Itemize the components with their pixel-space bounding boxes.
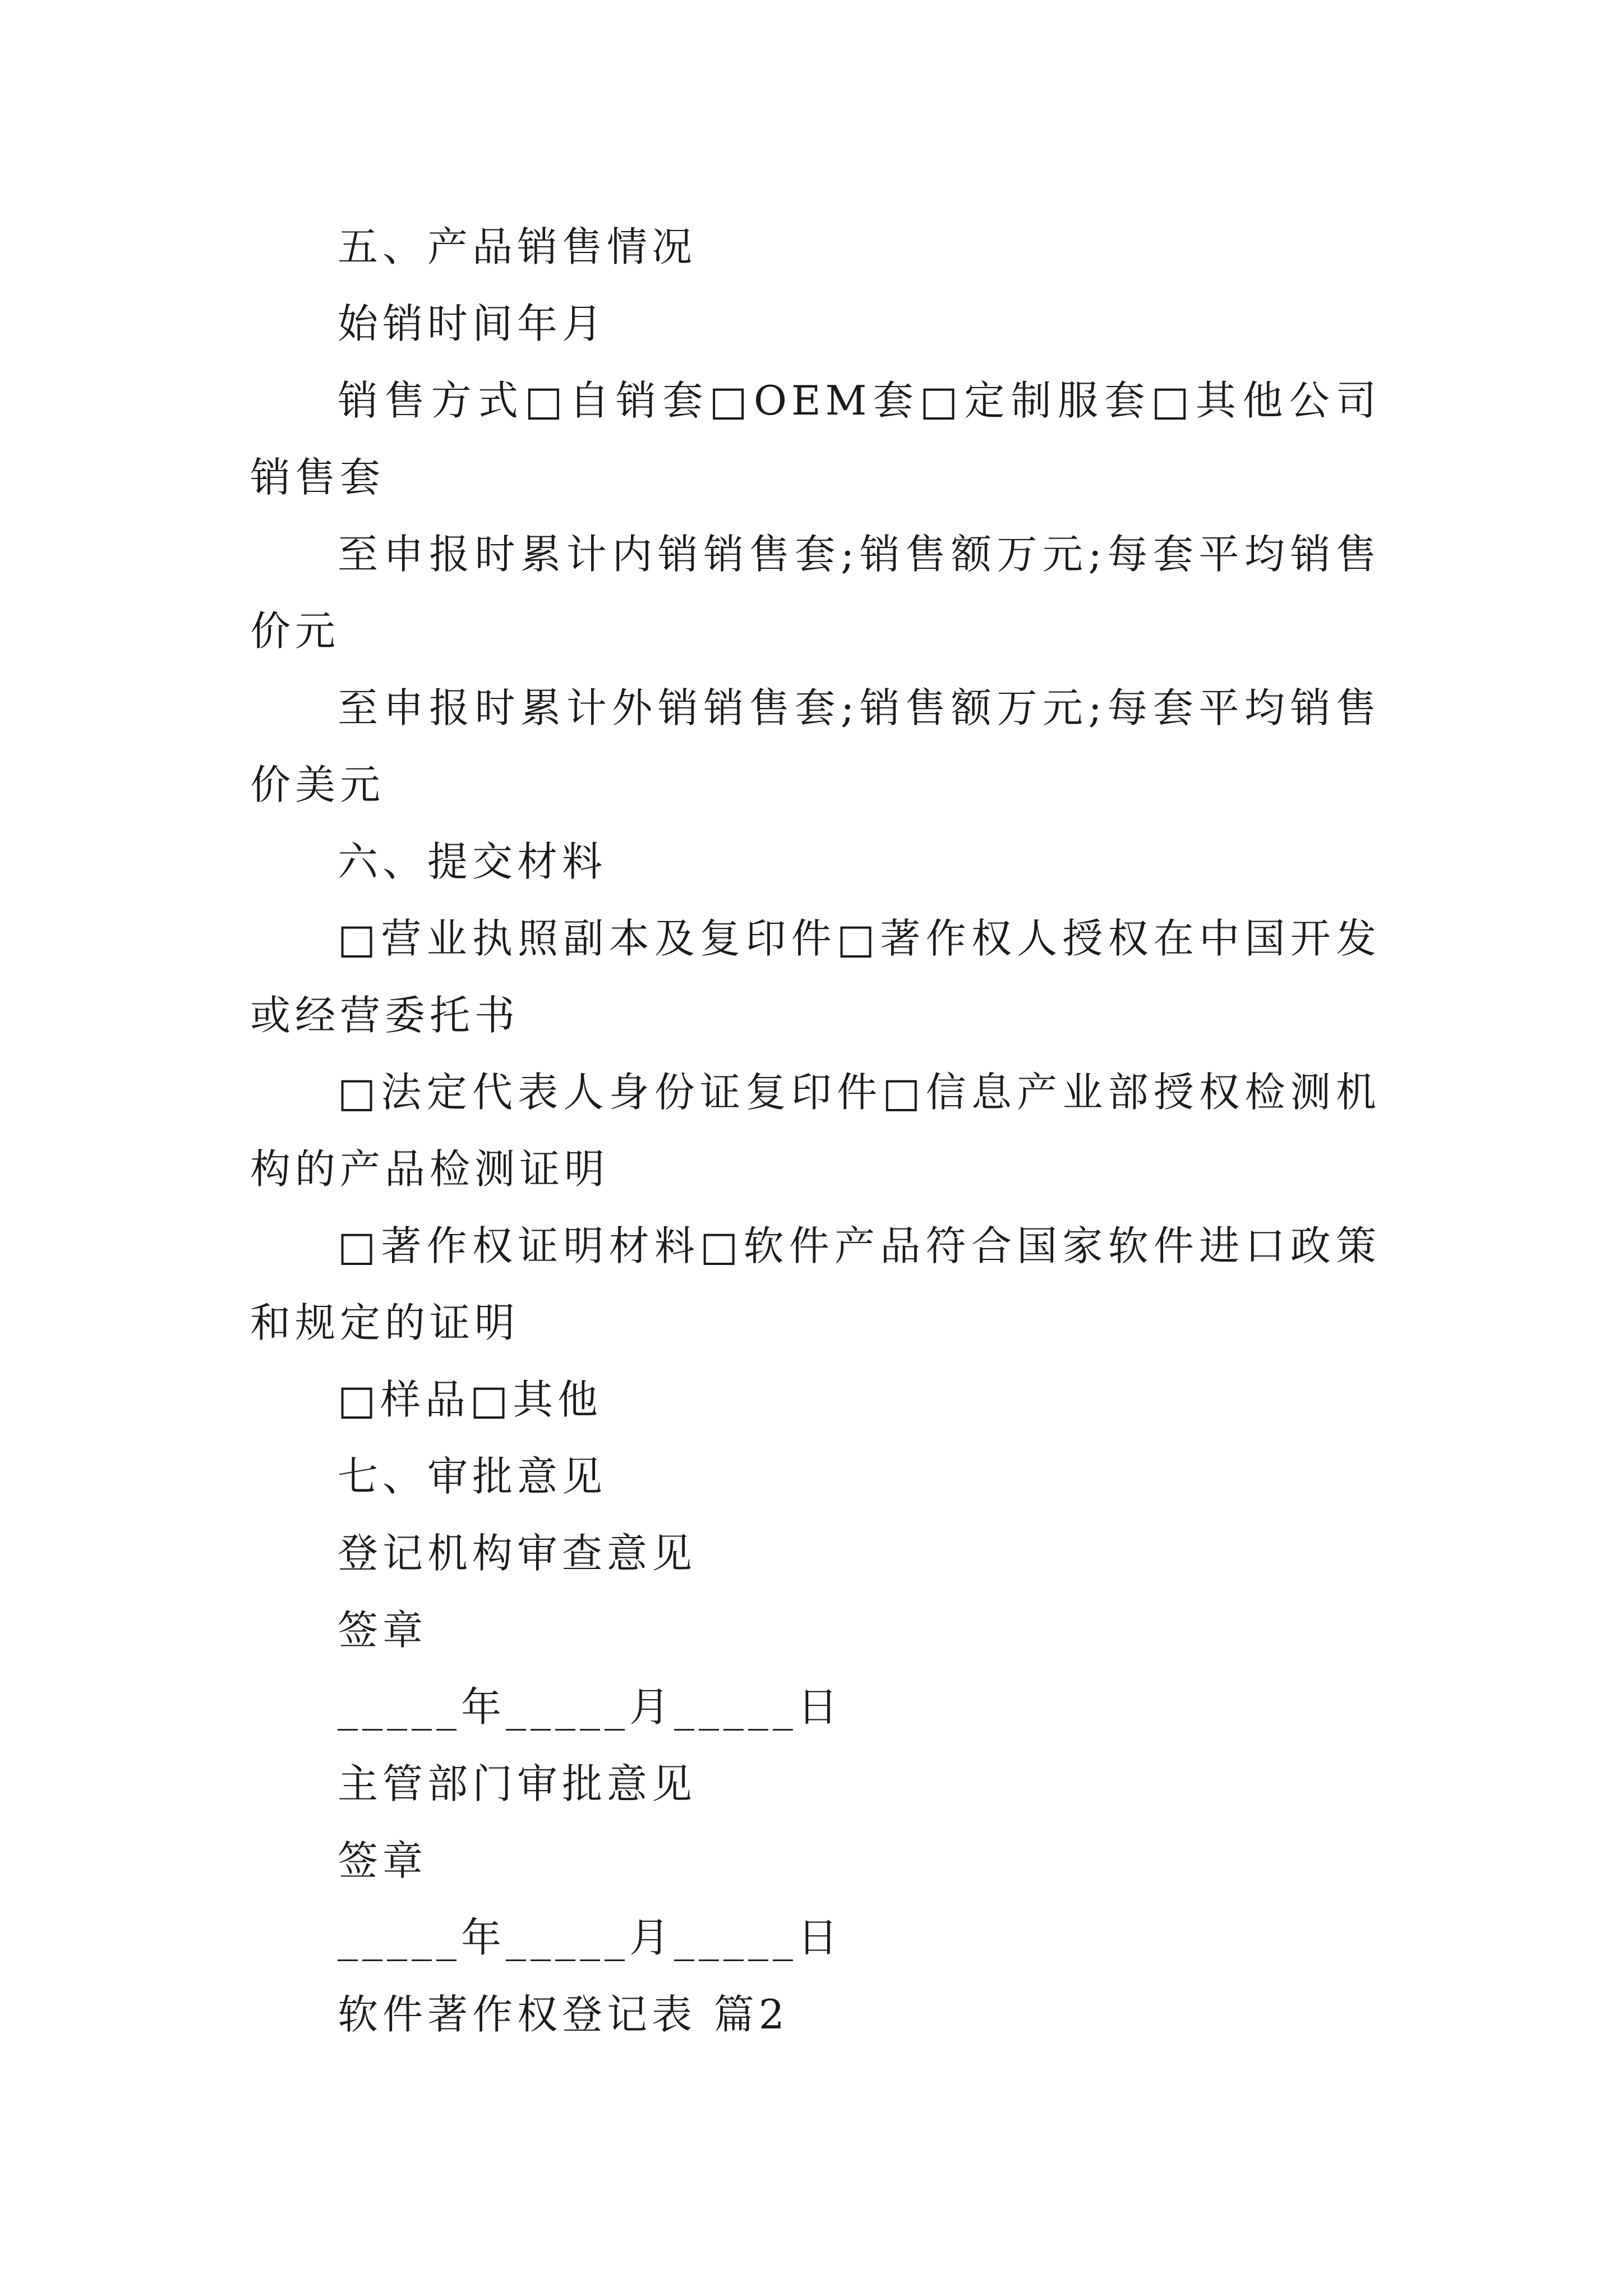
authority-date-line: _____年_____月_____日 <box>338 1914 842 1961</box>
document-body <box>250 209 1381 2053</box>
domestic-sales-line: 至申报时累计内销销售套;销售额万元;每套平均销售价元 <box>250 531 1381 655</box>
materials-line-3: □著作权证明材料□软件产品符合国家软件进口政策和规定的证明 <box>250 1222 1381 1346</box>
materials-line-4: □样品□其他 <box>338 1376 603 1423</box>
registry-seal-label: 签章 <box>338 1607 428 1654</box>
authority-seal-label: 签章 <box>338 1837 428 1884</box>
materials-line-2: □法定代表人身份证复印件□信息产业部授权检测机构的产品检测证明 <box>250 1069 1381 1193</box>
section-heading-approval: 七、审批意见 <box>338 1453 607 1500</box>
section-heading-sales: 五、产品销售情况 <box>338 223 697 270</box>
foreign-sales-line: 至申报时累计外销销售套;销售额万元;每套平均销售价美元 <box>250 684 1381 808</box>
registry-opinion-label: 登记机构审查意见 <box>338 1530 697 1577</box>
sales-method-line: 销售方式□自销套□OEM套□定制服套□其他公司销售套 <box>250 377 1381 501</box>
materials-line-1: □营业执照副本及复印件□著作权人授权在中国开发或经营委托书 <box>250 915 1381 1039</box>
registry-date-line: _____年_____月_____日 <box>338 1683 842 1731</box>
next-section-title: 软件著作权登记表 篇2 <box>338 1991 789 2038</box>
authority-opinion-label: 主管部门审批意见 <box>338 1760 697 1807</box>
sales-start-line: 始销时间年月 <box>338 300 607 347</box>
section-heading-materials: 六、提交材料 <box>338 838 607 885</box>
